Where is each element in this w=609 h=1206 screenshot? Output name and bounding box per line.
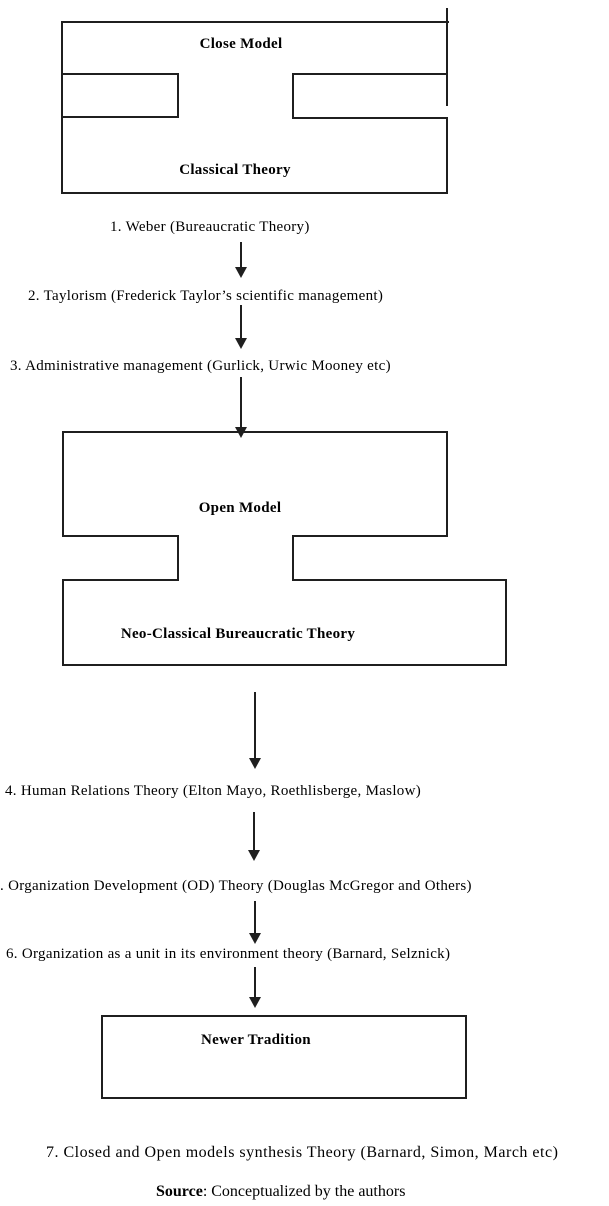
left-notch-right-edge xyxy=(177,73,179,118)
arrow-shaft xyxy=(240,305,242,339)
newer-tradition-box xyxy=(101,1015,467,1099)
arrow-2-connector xyxy=(235,305,247,349)
open-model-box-bottom-left-edge xyxy=(62,535,178,537)
open-model-box-top-edge xyxy=(62,431,448,433)
source-text: : Conceptualized by the authors xyxy=(202,1183,406,1200)
close-model-label: Close Model xyxy=(199,36,283,52)
connector-tab-right-edge xyxy=(292,535,294,581)
source-line xyxy=(156,1183,405,1201)
classical-box-bottom-edge xyxy=(61,192,448,194)
item-1-weber: 1. Weber (Bureaucratic Theory) xyxy=(110,219,310,235)
arrow-shaft xyxy=(253,812,255,851)
left-notch-bottom-edge xyxy=(61,116,179,118)
arrowhead-down-icon xyxy=(248,850,260,861)
item-6-organization-unit: 6. Organization as a unit in its environment theory (Barnard, Selznick) xyxy=(6,946,451,962)
close-model-box-right-edge-upper xyxy=(446,8,448,106)
item-2-taylorism: 2. Taylorism (Frederick Taylor’s scientific management) xyxy=(28,288,384,304)
arrow-shaft xyxy=(240,377,242,428)
arrow-shaft xyxy=(254,692,256,759)
right-notch-bottom-edge xyxy=(292,117,448,119)
open-model-box-right-edge xyxy=(446,431,448,537)
connector-tab-left-edge xyxy=(177,535,179,581)
open-model-box-bottom-right-edge xyxy=(292,535,448,537)
close-model-box-top-edge xyxy=(61,21,449,23)
arrow-shaft xyxy=(254,901,256,934)
neo-classical-box-top-right-edge xyxy=(292,579,506,581)
source-prefix: Source xyxy=(156,1183,203,1200)
arrowhead-down-icon xyxy=(235,338,247,349)
right-notch-left-edge xyxy=(292,73,294,119)
newer-tradition-label: Newer Tradition xyxy=(201,1032,311,1048)
neo-classical-box-left-edge xyxy=(62,579,64,666)
open-model-label: Open Model xyxy=(198,500,282,516)
arrow-3-connector xyxy=(235,377,247,438)
open-model-box-left-edge xyxy=(62,431,64,537)
arrowhead-down-icon xyxy=(249,933,261,944)
right-notch-top-edge xyxy=(292,73,448,75)
arrowhead-down-icon xyxy=(235,267,247,278)
arrow-shaft xyxy=(254,967,256,998)
left-notch-top-edge xyxy=(61,73,179,75)
arrow-1-connector xyxy=(235,242,247,278)
classical-theory-label: Classical Theory xyxy=(179,162,291,178)
arrow-6-connector xyxy=(249,901,261,944)
arrowhead-down-icon xyxy=(249,758,261,769)
neo-classical-box-bottom-edge xyxy=(62,664,507,666)
arrow-5-connector xyxy=(248,812,260,861)
neo-classical-box-right-edge xyxy=(505,579,507,666)
arrowhead-down-icon xyxy=(249,997,261,1008)
neo-classical-box-top-left-edge xyxy=(62,579,177,581)
arrow-7-connector xyxy=(249,967,261,1008)
neo-classical-label: Neo-Classical Bureaucratic Theory xyxy=(120,626,356,642)
item-4-human-relations: 4. Human Relations Theory (Elton Mayo, Roethlisberge, Maslow) xyxy=(5,783,422,799)
arrow-shaft xyxy=(240,242,242,268)
arrow-4-connector xyxy=(249,692,261,769)
classical-box-right-edge xyxy=(446,117,448,194)
item-3-administrative: 3. Administrative management (Gurlick, Urwic Mooney etc) xyxy=(10,358,391,374)
item-5-organization-development: . Organization Development (OD) Theory (Douglas McGregor and Others) xyxy=(0,878,472,894)
item-7-synthesis: 7. Closed and Open models synthesis Theory (Barnard, Simon, March etc) xyxy=(46,1144,559,1161)
